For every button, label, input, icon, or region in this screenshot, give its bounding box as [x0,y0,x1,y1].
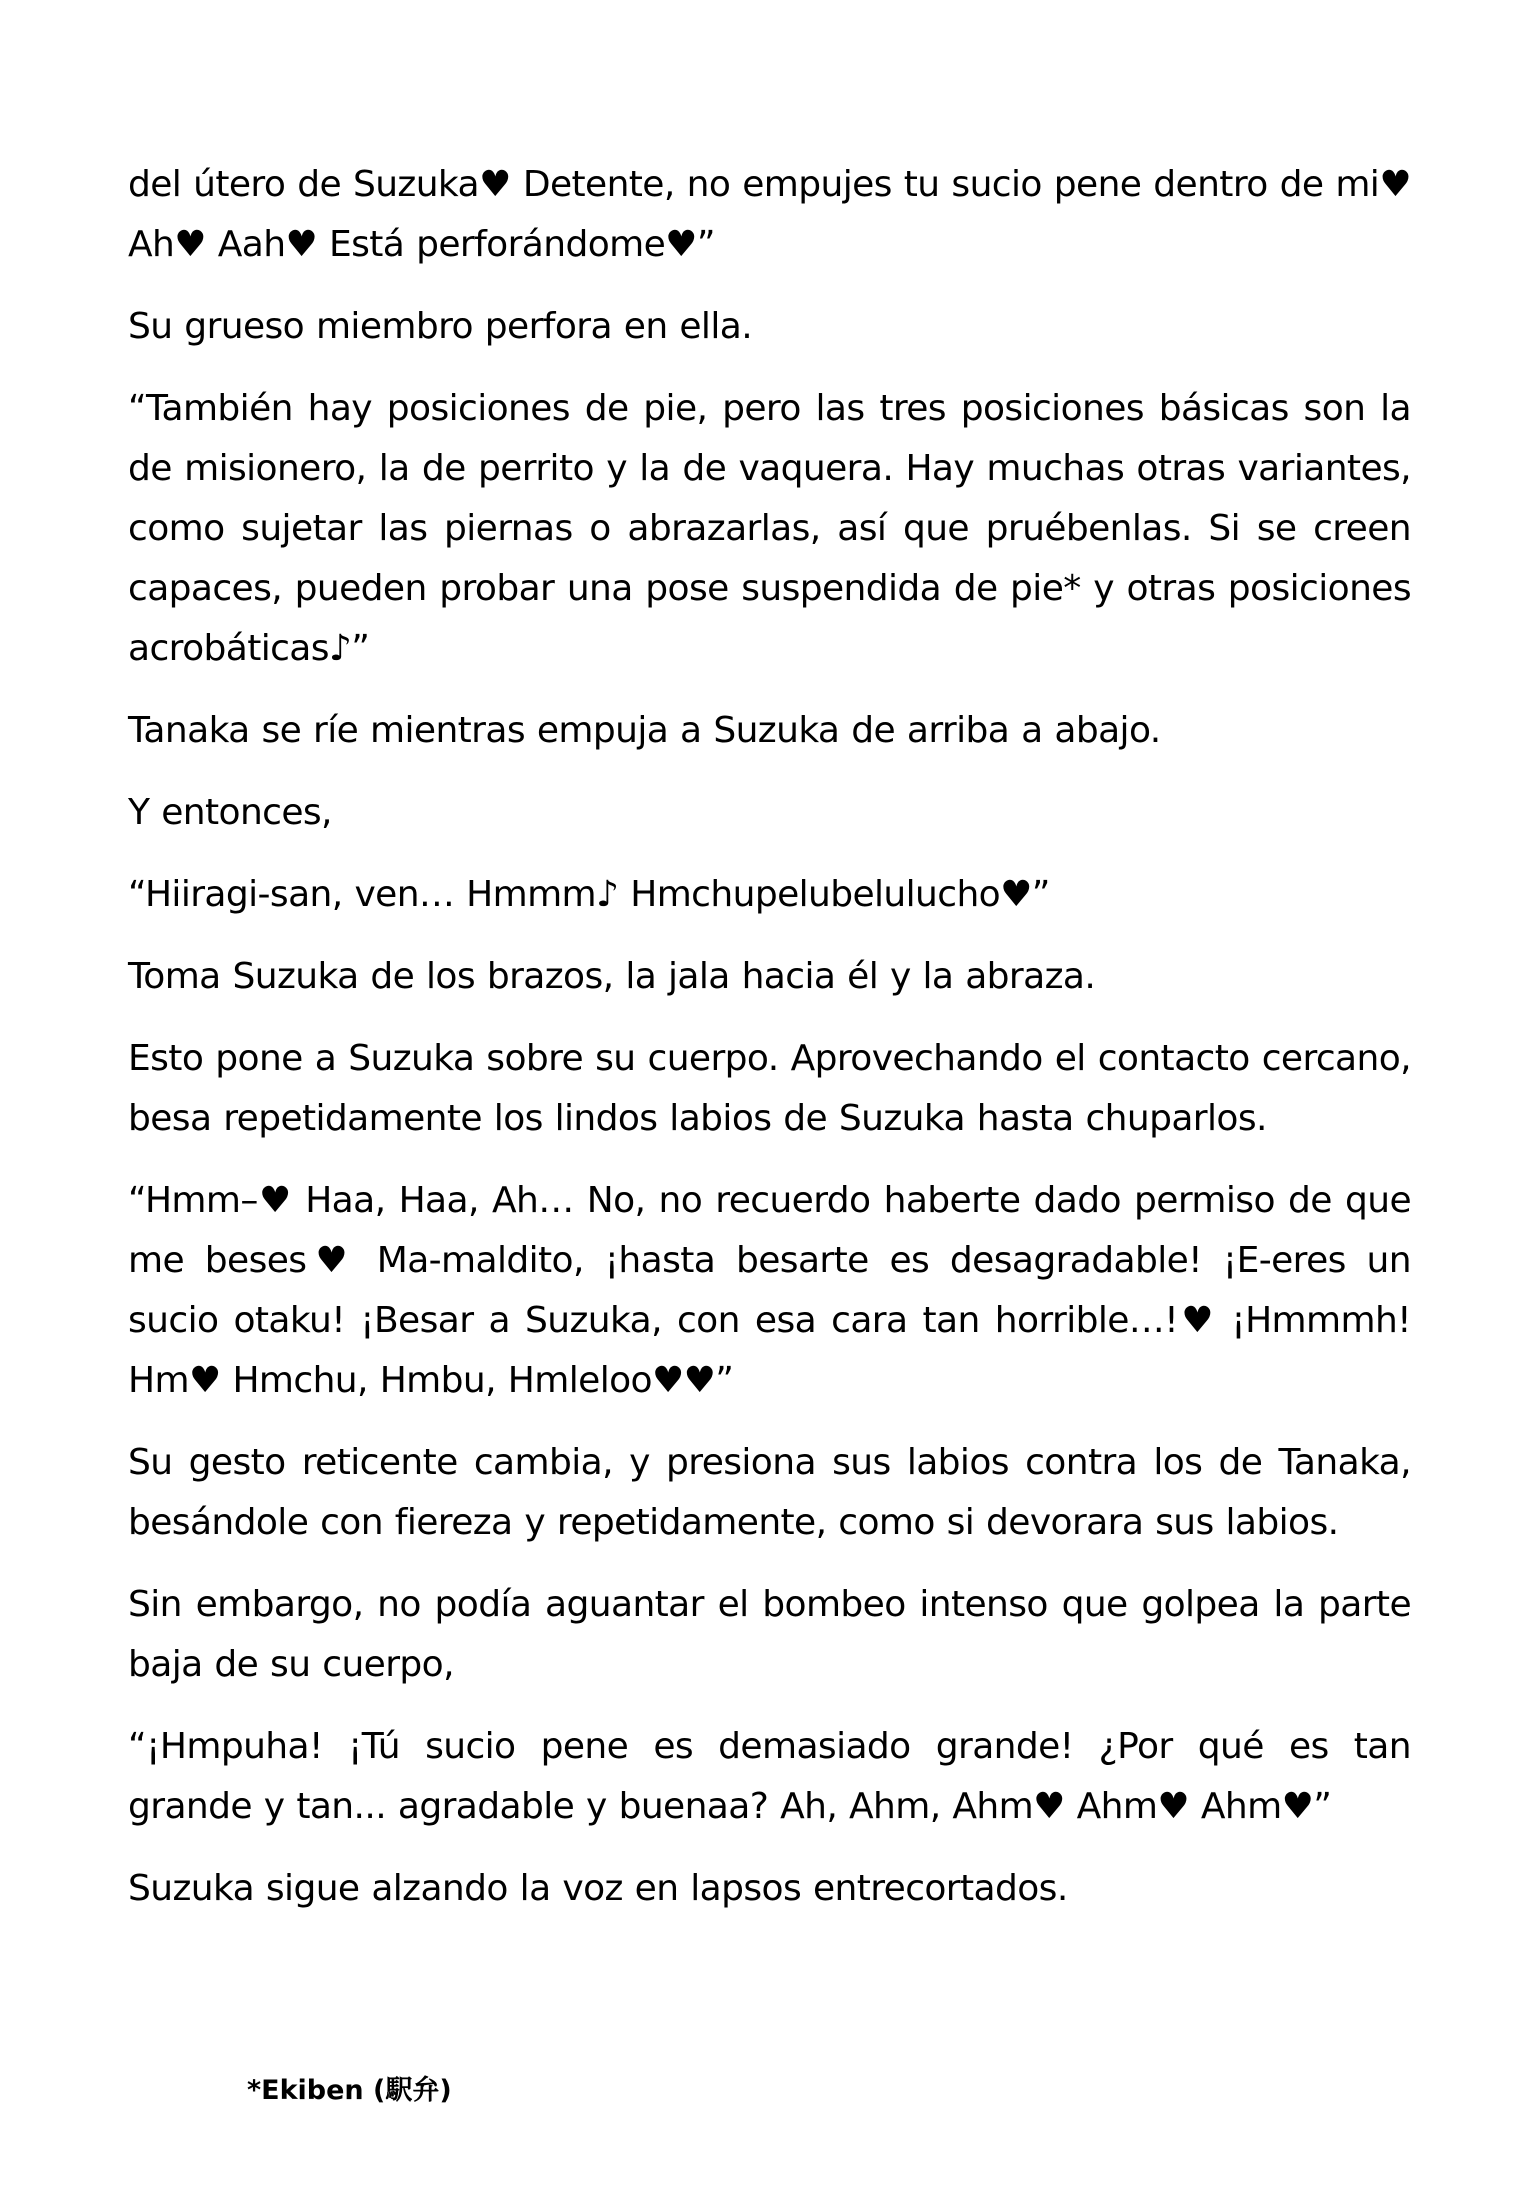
paragraph: Su gesto reticente cambia, y presiona sus labios contra los de Tanaka, besándole con fiereza y repetidamente, como si devorara sus labios. [128,1442,1411,1543]
footnote: *Ekiben (駅弁) [247,2075,452,2106]
paragraph: “¡Hmpuha! ¡Tú sucio pene es demasiado grande! ¿Por qué es tan grande y tan... agradable y buenaa? Ah, Ahm, Ahm♥ Ahm♥ Ahm♥” [128,1726,1411,1827]
paragraph: Esto pone a Suzuka sobre su cuerpo. Aprovechando el contacto cercano, besa repetidamente los lindos labios de Suzuka hasta chuparlos. [128,1038,1411,1139]
paragraph: Toma Suzuka de los brazos, la jala hacia él y la abraza. [128,956,1096,997]
paragraph: Su grueso miembro perfora en ella. [128,306,753,347]
paragraph: Sin embargo, no podía aguantar el bombeo intenso que golpea la parte baja de su cuerpo, [128,1584,1411,1685]
paragraph: Suzuka sigue alzando la voz en lapsos entrecortados. [128,1868,1068,1909]
paragraph: “Hiiragi-san, ven… Hmmm♪ Hmchupelubelulucho♥” [128,874,1050,915]
paragraph: “También hay posiciones de pie, pero las tres posiciones básicas son la de misionero, la de perrito y la de vaquera. Hay muchas otras variantes, como sujetar las piernas o abrazarlas, así que pruébenlas. Si se creen capaces, pueden probar una pose suspendida de pie* y otras posiciones acrobáticas♪” [128,388,1411,669]
paragraph: Y entonces, [128,792,332,833]
paragraph: Tanaka se ríe mientras empuja a Suzuka de arriba a abajo. [128,710,1161,751]
body-text [128,155,1411,1941]
paragraph: “Hmm–♥ Haa, Haa, Ah… No, no recuerdo haberte dado permiso de que me beses♥ Ma-maldito, ¡hasta besarte es desagradable! ¡E-eres un sucio otaku! ¡Besar a Suzuka, con esa cara tan horrible…!♥ ¡Hmmmh! Hm♥ Hmchu, Hmbu, Hmleloo♥♥” [128,1180,1411,1401]
paragraph: del útero de Suzuka♥ Detente, no empujes tu sucio pene dentro de mi♥ Ah♥ Aah♥ Está perforándome♥” [128,164,1411,265]
